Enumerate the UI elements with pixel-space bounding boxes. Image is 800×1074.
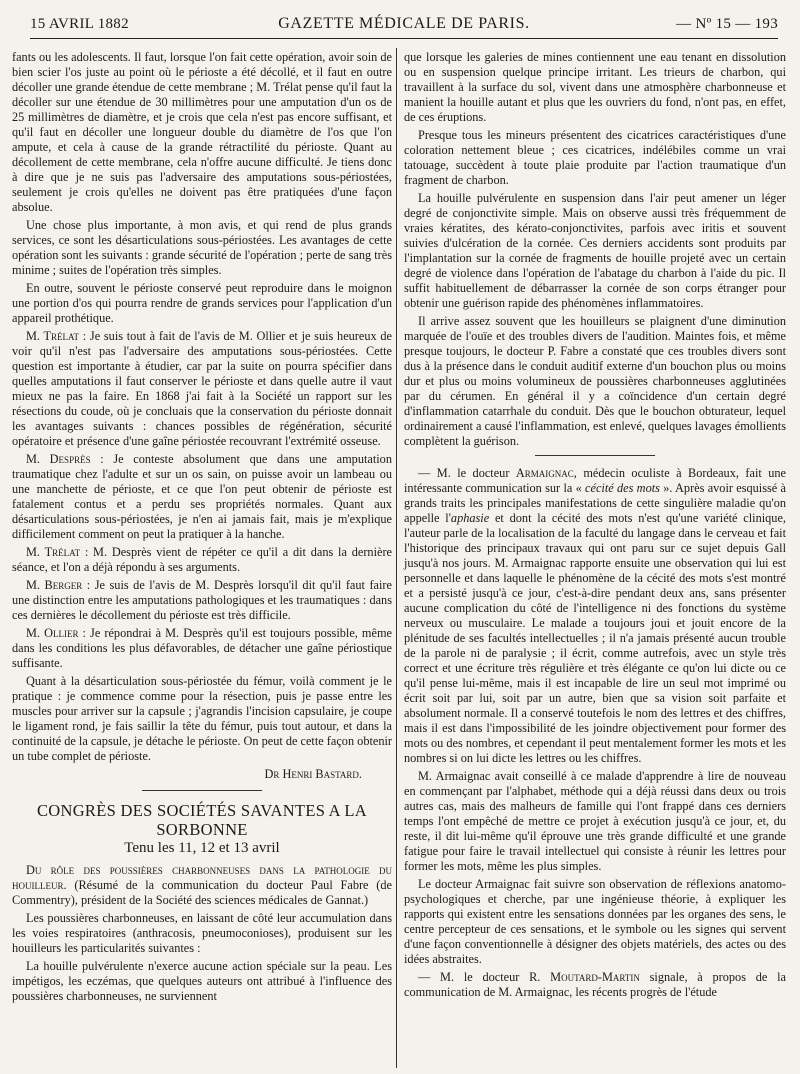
text-run: signale, à propos de la communication de M. Armaignac, les récents progrès de l'étude <box>404 970 786 999</box>
paragraph: M. Armaignac avait conseillé à ce malade d'apprendre à lire de nouveau en commençant par l'alphabet, méthode qui a déjà réussi dans deux ou trois autres cas, mais des malheurs de famille qui l'ont frappé dans ces derniers temps l'ont empêché de mettre ce projet à exécution jusqu'à ce jour, et, du reste, il dit lui-même qu'il éprouve une très grande difficulté et une grande fatigue pour faire le travail intellectuel qui consiste à réunir les lettres pour former les mots, même les plus simples. <box>404 769 786 873</box>
text-run: , médecin oculiste à Bordeaux, fait une intéressante communication sur la « <box>404 466 786 495</box>
header-title: GAZETTE MÉDICALE DE PARIS. <box>278 15 530 32</box>
speaker-text: : Je conteste absolument que dans une amputation traumatique chez l'adulte et sur un os sain, on puisse avoir un lambeau ou une manchette de périoste, et ce que l'on peut obtenir de périoste est fatalement contus et a perdu ses propriétés normales. Quant aux désarticulations sous-périostées, je n'en ai jamais fait, mais je m'explique difficilement comment on peut la pratiquer à la hanche. <box>12 452 392 541</box>
section-separator <box>535 455 655 456</box>
paragraph <box>12 863 392 908</box>
speaker-name: M. Ollier <box>26 626 79 640</box>
italic-run: cécité des mots <box>585 481 660 495</box>
right-column <box>404 50 786 1003</box>
paragraph <box>12 578 392 623</box>
speaker-name: M. Berger <box>26 578 83 592</box>
column-divider <box>396 48 397 1068</box>
paragraph: La houille pulvérulente en suspension dans l'air peut amener un léger degré de conjonctivite simple. Mais on observe aussi très fréquemment de vraies kératites, des kérato-conjonctivites, parfois avec iritis et souvent suivies d'ulcération de la cornée. Ces derniers accidents sont produits par l'implantation sur la cornée de fragments de houille projeté avec un certain degré de violence dans l'opération de l'abatage du charbon à l'aide du pic. Il suffit habituellement de débarrasser la cornée de son corps étranger pour obtenir une guérison rapide des phénomènes inflammatoires. <box>404 191 786 310</box>
paragraph: Presque tous les mineurs présentent des cicatrices caractéristiques d'une coloration nettement bleue ; ces cicatrices, indélébiles comme un vrai tatouage, succèdent à toute plaie produite par l'action traumatique d'un fragment de charbon. <box>404 128 786 187</box>
speaker-text: : Je suis de l'avis de M. Desprès lorsqu'il dit qu'il faut faire une distinction entre les amputations pathologiques et les traumatiques : dans ces dernières le décollement du périoste est très difficile. <box>12 578 392 622</box>
speaker-text: : M. Desprès vient de répéter ce qu'il a dit dans la dernière séance, et l'on a déjà répondu à ses arguments. <box>12 545 392 574</box>
speaker-name: M. Desprès <box>26 452 91 466</box>
paragraph: Il arrive assez souvent que les houilleurs se plaignent d'une diminution marquée de l'ouïe et des troubles divers de l'audition. Maintes fois, et même presque toujours, le docteur P. Fabre a constaté que ces troubles divers sont dus à la présence dans le conduit auditif externe d'un bouchon plus ou moins dur et plus ou moins volumineux de poussières charbonneuses agglutinées par du cérumen. En général il y a coïncidence d'un certain degré d'inflammation catarrhale du conduit. Dès que le bouchon obturateur, lequel ordinairement a causé l'inflammation, est enlevé, quelques lavages émollients complètent la guérison. <box>404 314 786 448</box>
speaker-text: : Je suis tout à fait de l'avis de M. Ollier et je suis heureux de voir qu'il n'est pas l'adversaire des amputations sous-périostées. Cette question est importante à étudier, car par la suite on pourra spécifier dans quelles amputations il faut conserver le périoste et dans quelle autre il vaut mieux ne pas la faire. En 1868 j'ai fait à la Société un rapport sur les résections du coude, où je concluais que la conservation du périoste donnait les avantages suivants : chances possibles de régénération, sécurité opératoire et présence d'une gaîne périostée recouvrant l'extrémité osseuse. <box>12 329 392 448</box>
author-signature: Dr Henri Bastard. <box>264 767 362 781</box>
speaker-text: : Je répondrai à M. Desprès qu'il est toujours possible, même dans les conditions les plus défavorables, de détacher une gaîne périostique suffisante. <box>12 626 392 670</box>
paragraph: Quant à la désarticulation sous-périostée du fémur, voilà comment je le pratique : je commence comme pour la résection, puis je passe entre les muscles pour arriver sur la capsule ; j'agrandis l'incision capsulaire, je coupe le ligament rond, je fais saillir la tête du fémur, puis tout autour, et dans la continuité de la capsule, je détache le périoste. On peut de cette façon obtenir un tube complet de périoste. <box>12 674 393 763</box>
speaker-name: M. Trélat <box>26 329 80 343</box>
article-summary: (Résumé de la communication du docteur Paul Fabre (de Commentry), président de la Société des sciences médicales de Gannat.) <box>12 878 392 907</box>
paragraph: Une chose plus importante, à mon avis, et qui rend de plus grands services, ce sont les désarticulations sous-périostées. Les avantages de cette opération sont les suivants : grande sécurité de l'opération ; perte de sang très minime ; suites de l'opération très simples. <box>12 218 392 277</box>
italic-run: aphasie <box>450 511 490 525</box>
header-issue-page: — Nº 15 — 193 <box>676 16 778 32</box>
paragraph: En outre, souvent le périoste conservé peut reproduire dans le moignon une portion d'os qui pourra rendre de grands services pour l'application d'un appareil prothétique. <box>12 281 392 325</box>
paragraph <box>12 626 392 671</box>
section-separator <box>142 790 262 791</box>
article-heading: Du rôle des poussières charbonneuses dans la pathologie du houilleur. <box>12 863 392 892</box>
page-header <box>30 14 778 39</box>
paragraph <box>404 970 786 1000</box>
paragraph: Les poussières charbonneuses, en laissant de côté leur accumulation dans les voies respiratoires (anthracosis, pneumoconioses), produisent sur les houilleurs les particularités suivantes : <box>12 911 392 955</box>
paragraph <box>12 545 392 575</box>
paragraph <box>404 466 786 766</box>
paragraph <box>12 329 392 449</box>
paragraph: que lorsque les galeries de mines contiennent une eau tenant en dissolution ou en suspension quelque principe irritant. Les trieurs de charbon, qui travaillent à la surface du sol, vivent dans une atmosphère charbonneuse et manient la houille autant et plus que les ouvriers du fond, n'ont pas, en effet, de ces éruptions. <box>404 50 786 124</box>
speaker-name: M. Trélat <box>26 545 81 559</box>
paragraph: Le docteur Armaignac fait suivre son observation de réflexions anatomo-psychologiques et cherche, par une ingénieuse théorie, à expliquer les rapports qui existent entre les sensations données par les organes des sens, le centre percepteur de ces sensations, et le symbole ou les signes qui servent d'une façon conventionnelle à désigner des objets matériels, des actes ou des idées abstraites. <box>404 877 786 966</box>
text-run: ». Après avoir esquissé à grands traits les principales manifestations de cette singulière maladie qu'on appelle l' <box>404 481 786 525</box>
speaker-name: Armaignac <box>515 466 574 480</box>
speaker-name: Moutard-Martin <box>550 970 640 984</box>
text-run: — M. le docteur <box>418 466 516 480</box>
paragraph <box>12 452 392 542</box>
header-date: 15 AVRIL 1882 <box>30 16 129 32</box>
section-subtitle: Tenu les 11, 12 et 13 avril <box>124 840 280 856</box>
text-run: et dont la cécité des mots n'est qu'une variété clinique, l'auteur parle de la localisation de la faculté du langage dans le cerveau et fait l'historique des principaux travaux qui ont paru sur ce sujet depuis Gall jusqu'à nos jours. M. Armaignac rapporte ensuite une observation qui lui est personnelle et dans laquelle le phénomène de la cécité des mots s'est montré et a persisté jusqu'à ce jour, c'est-à-dire pendant deux ans, sans présenter aucune complication du côté de l'intelligence ni des fonctions du système nerveux ou musculaire. Le malade a toujours joui et jouit encore de la plénitude de ses facultés intellectuelles ; il n'a jamais présenté aucun trouble de la parole ni de paralysie ; il écrit, comme autrefois, avec un style très correct et une écriture très régulière et très élégante ce qu'on lui dicte ou ce qu'il pense lui-même, mais il est incapable de lire un seul mot imprimé ou écrit soit par lui, soit par un autre, bien que sa vision soit parfaite et absolument normale. Il a conservé toutefois le nom des lettres et des chiffres, mais il est dans l'impossibilité de les joindre objectivement pour former des mots ou des nombres, et cependant il peut mentalement former les mots et les nombres si on lui dicte les lettres ou les chiffres. <box>404 511 786 765</box>
text-run: — M. le docteur R. <box>418 970 551 984</box>
left-column <box>12 50 392 1007</box>
paragraph: La houille pulvérulente n'exerce aucune action spéciale sur la peau. Les impétigos, les eczémas, que quelques auteurs ont attribué à l'influence des poussières charbonneuses, ne surviennent <box>12 959 392 1003</box>
paragraph: fants ou les adolescents. Il faut, lorsque l'on fait cette opération, avoir soin de bien scier l'os juste au point où le périoste a été décollé, et il faut en outre décoller une grande étendue de cette membrane ; M. Trélat pense qu'il faut la décoller sur une étendue de 30 millimètres pour une amputation d'un os de 25 millimètres de diamètre, et je crois que cela n'est pas encore suffisant, et qu'il faut en décoller une longueur double du diamètre de l'os que l'on ampute, et cela à cause de la grande rétractilité du périoste. Quant au décollement de cette membrane, cela n'offre aucune difficulté. Je tiens donc à dire que je ne suis pas l'adversaire des amputations sous-périostées, seulement je crois qu'elles ne doivent pas être pratiquées d'une façon absolue. <box>12 50 392 214</box>
section-title: CONGRÈS DES SOCIÉTÉS SAVANTES A LA SORBONNE <box>36 801 368 839</box>
